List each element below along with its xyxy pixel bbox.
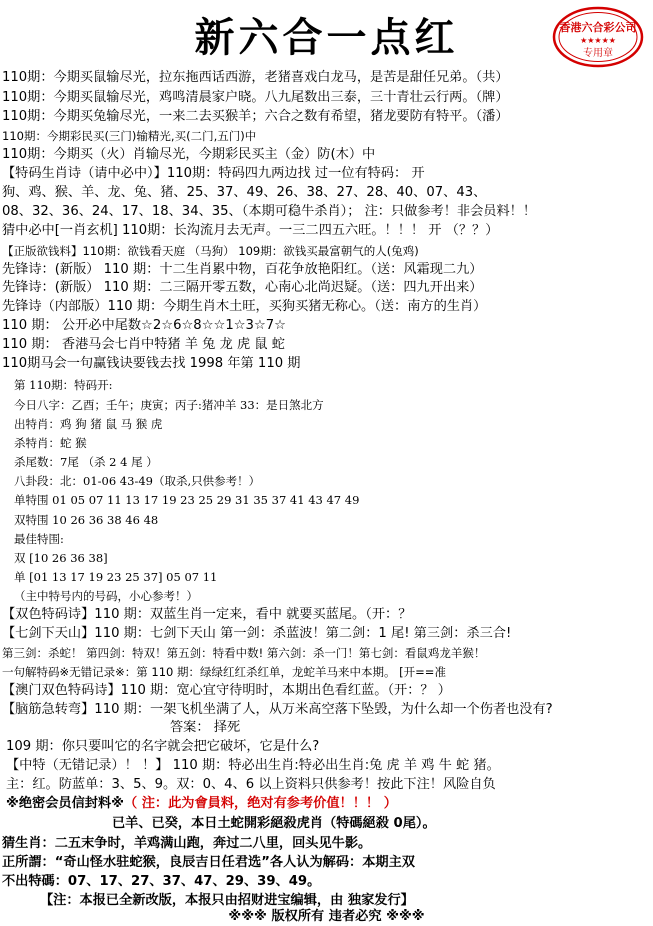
seal-stars: ★★★★★ — [580, 36, 616, 45]
line-21: 【澳门双色特码诗】110 期：宽心宜守待明时，本期出色看红蓝。（开：？ ） — [2, 683, 451, 698]
seal-text-bottom: 专用章 — [583, 48, 613, 59]
line-24: 109 期：你只要叫它的名字就会把它破坏，它是什么? — [6, 739, 320, 754]
line-10: 【正版欲钱料】110期：欲钱看天庭 （马狗） 109期：欲钱买最富朝气的人(兔鸡) — [2, 244, 419, 258]
line-20: 一句解特码※无错记录※：第 110 期：绿绿红红杀红单，龙蛇羊马来中本期。 [开==准 — [2, 665, 446, 679]
line-25: 【中特（无错记录）！ ！】 110 期：特必出生肖:特必出生肖:兔 虎 羊 鸡 牛 蛇 猪。 — [6, 758, 500, 773]
special-line-11: 单 [01 13 17 19 23 25 37] 05 07 11 — [14, 570, 218, 584]
line-9: 猜中必中[一肖玄机] 110期：长沟流月去无声。一三二四五六旺。！！！ 开 （？？） — [2, 223, 499, 238]
special-line-8: 双特围 10 26 36 38 46 48 — [14, 513, 159, 527]
line-29: 猜生肖：二五末争时，羊鸡满山跑，奔过二八里，回头见牛影。 — [2, 836, 372, 851]
line-26: 主：红。防蓝单：3、5、9。双：0、4、6 以上资料只供参考！按此下注！风险自负 — [6, 777, 496, 792]
line-2: 110期：今期买鼠输尽光，鸡鸣清晨家户晓。八九尾数出三泰，三十青壮云行两。（牌） — [2, 90, 509, 105]
line-19: 第三剑：杀蛇！ 第四剑：特双！第五剑：特看中数! 第六剑：杀一门！第七剑：看鼠鸡龙羊猴！ — [2, 646, 486, 660]
special-line-1: 第 110期：特码开: — [14, 378, 113, 392]
line-18: 【七剑下天山】110 期：七剑下天山 第一剑：杀蓝波！第二剑：1 尾! 第三剑：杀三合! — [2, 626, 512, 641]
line-27 — [6, 795, 397, 813]
line-28: 已羊、已癸，本日土蛇開彩絕殺虎肖（特碼絕殺 0尾）。 — [112, 816, 436, 831]
line-12: 先锋诗：(新版） 110 期：二三隔开零五数，心南心北尚迟疑。（送：四九开出来） — [2, 280, 483, 295]
special-line-12: （主中特号内的号码，小心参考！） — [14, 589, 198, 603]
line-14: 110 期： 公开必中尾数☆2☆6☆8☆☆1☆3☆7☆ — [2, 318, 286, 333]
line-22: 【脑筋急转弯】110 期：一架飞机坐满了人，从万米高空落下坠毁，为什么却一个伤者也没有? — [2, 702, 553, 717]
line-7: 狗、鸡、猴、羊、龙、兔、猪、25、37、49、26、38、27、28、40、07、43、 — [2, 185, 487, 200]
special-line-10: 双 [10 26 36 38] — [14, 551, 108, 565]
line-23: 答案： 择死 — [170, 720, 241, 735]
special-line-9: 最佳特围: — [14, 532, 64, 546]
line-8: 08、32、36、24、17、18、34、35、（本期可稳牛杀肖）； 注：只做参考！非会员料！！ — [2, 204, 537, 219]
special-line-5: 杀尾数：7尾 （杀 2 4 尾 ） — [14, 455, 158, 469]
page-title: 新六合一点红 — [194, 14, 459, 61]
line-31: 不出特碼：07、17、27、37、47、29、39、49。 — [2, 874, 321, 889]
red-seal-stamp — [552, 6, 644, 68]
copyright-line: ※※※ 版权所有 违者必究 ※※※ — [228, 909, 425, 924]
special-line-4: 杀特肖：蛇 猴 — [14, 436, 87, 450]
line-4: 110期：今期彩民买(三门)输精光,买(二门,五门)中 — [2, 129, 257, 143]
secret-material-note: （ 注：此为會員料，绝对有参考价值！！！ ） — [123, 796, 397, 811]
seal-text-top: 香港六合彩公司 — [559, 21, 637, 34]
special-line-2: 今日八字：乙酉；壬午；庚寅；丙子:猪冲羊 33：是日煞北方 — [14, 398, 324, 412]
special-line-3: 出特肖：鸡 狗 猪 鼠 马 猴 虎 — [14, 417, 163, 431]
line-17: 【双色特码诗】110 期：双蓝生肖一定来，看中 就要买蓝尾。（开：？ — [2, 607, 412, 622]
line-6: 【特码生肖诗（请中必中）】110期：特码四九两边找 过一位有特码： 开 — [2, 166, 425, 181]
line-3: 110期：今期买兔输尽光，一来二去买猴羊；六合之数有希望，猪龙要防有特平。（潘） — [2, 109, 509, 124]
special-line-6: 八卦段：北：01-06 43-49（取杀,只供参考！） — [14, 474, 261, 488]
line-16: 110期马会一句赢钱诀要钱去找 1998 年第 110 期 — [2, 356, 301, 371]
line-5: 110期：今期买（火）肖输尽光，今期彩民买主（金）防(木）中 — [2, 147, 376, 162]
special-line-7: 单特围 01 05 07 11 13 17 19 23 25 29 31 35 37 41 43 47 49 — [14, 493, 360, 507]
line-30: 正所謂：“奇山怪水驻蛇猴，良辰吉日任君选”各人认为解码：本期主双 — [2, 855, 415, 870]
secret-material-text: ※绝密会员信封料※（ 注：此为會員料，绝对有参考价值！！！ ） — [6, 796, 397, 811]
line-11: 先锋诗：(新版） 110 期：十二生肖累中物，百花争放艳阳红。（送：风霜现二九） — [2, 262, 483, 277]
line-1: 110期：今期买鼠输尽光，拉东拖西话西游，老猪喜戏白龙马，是苦是甜任兄弟。（共） — [2, 70, 509, 85]
line-13: 先锋诗（内部版）110 期：今期生肖木土旺，买狗买猪无称心。（送：南方的生肖） — [2, 299, 487, 314]
line-32: 【注：本报已全新改版，本报只由招财进宝编辑，由 独家发行】 — [40, 893, 414, 908]
line-15: 110 期： 香港马会七肖中特猪 羊 兔 龙 虎 鼠 蛇 — [2, 337, 285, 352]
